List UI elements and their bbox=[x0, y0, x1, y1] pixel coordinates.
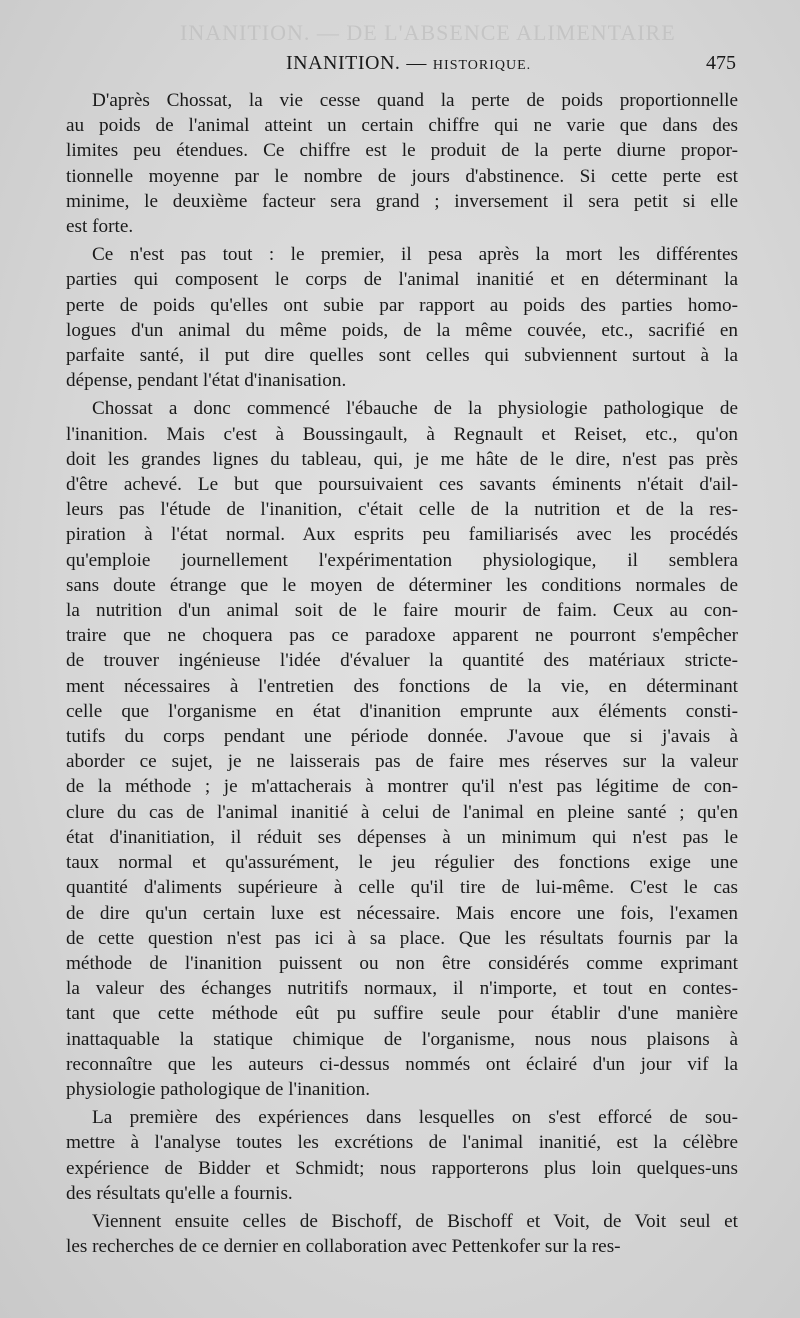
paragraph bbox=[66, 1105, 738, 1206]
text-line: Chossat a donc commencé l'ébauche de la physiologie pathologique de bbox=[92, 398, 738, 420]
text-line: des résultats qu'elle a fournis. bbox=[66, 1182, 293, 1204]
text-line: reconnaître que les auteurs ci-dessus nommés ont éclairé d'un jour vif la bbox=[66, 1053, 738, 1075]
text-line: tionnelle moyenne par le nombre de jours d'abstinence. Si cette perte est bbox=[66, 165, 738, 187]
text-line: est forte. bbox=[66, 216, 134, 238]
text-line: perte de poids qu'elles ont subie par rapport au poids des parties homo- bbox=[66, 294, 738, 316]
header-title: INANITION. bbox=[286, 52, 401, 74]
text-line: méthode de l'inanition puissent ou non être considérés comme exprimant bbox=[66, 952, 738, 974]
paragraph bbox=[66, 242, 738, 393]
text-line: de trouver ingénieuse l'idée d'évaluer la quantité des matériaux stricte- bbox=[66, 650, 738, 672]
text-line: doit les grandes lignes du tableau, qui, je me hâte de le dire, n'est pas près bbox=[66, 448, 738, 470]
text-line: de cette question n'est pas ici à sa place. Que les résultats fournis par la bbox=[66, 927, 738, 949]
text-line: parfaite santé, il put dire quelles sont celles qui subviennent surtout à la bbox=[66, 345, 738, 367]
body-text bbox=[66, 88, 738, 1262]
text-line: au poids de l'animal atteint un certain chiffre qui ne varie que dans des bbox=[66, 115, 738, 137]
text-line: l'inanition. Mais c'est à Boussingault, à Regnault et Reiset, etc., qu'on bbox=[66, 423, 738, 445]
paragraph bbox=[66, 88, 738, 239]
text-line: leurs pas l'étude de l'inanition, c'était celle de la nutrition et de la res- bbox=[66, 499, 738, 521]
text-line: D'après Chossat, la vie cesse quand la perte de poids proportionnelle bbox=[92, 90, 738, 111]
text-line: ment nécessaires à l'entretien des fonctions de la vie, en déterminant bbox=[66, 675, 738, 697]
text-line: taux normal et qu'assurément, le jeu régulier des fonctions exige une bbox=[66, 852, 738, 874]
text-line: mettre à l'analyse toutes les excrétions de l'animal inanitié, est la célèbre bbox=[66, 1132, 738, 1154]
text-line: celle que l'organisme en état d'inanition emprunte aux éléments consti- bbox=[66, 700, 738, 722]
text-line: dépense, pendant l'état d'inanisation. bbox=[66, 370, 347, 392]
text-line: aborder ce sujet, je ne laisserais pas de faire mes réserves sur la valeur bbox=[66, 751, 738, 773]
text-line: de dire qu'un certain luxe est nécessaire. Mais encore une fois, l'examen bbox=[66, 902, 738, 924]
text-line: piration à l'état normal. Aux esprits peu familiarisés avec les procédés bbox=[66, 524, 738, 546]
text-line: minime, le deuxième facteur sera grand ; inversement il sera petit si elle bbox=[66, 190, 738, 212]
running-title bbox=[286, 52, 531, 75]
text-line: clure du cas de l'animal inanitié à celui de l'animal en pleine santé ; qu'en bbox=[66, 801, 738, 823]
text-line: physiologie pathologique de l'inanition. bbox=[66, 1078, 371, 1100]
running-header bbox=[66, 52, 736, 82]
header-dash: — bbox=[406, 52, 427, 74]
text-line: limites peu étendues. Ce chiffre est le produit de la perte diurne propor- bbox=[66, 140, 738, 162]
text-line: qu'emploie journellement l'expérimentation physiologique, il semblera bbox=[66, 549, 738, 571]
text-line: Ce n'est pas tout : le premier, il pesa après la mort les différentes bbox=[92, 244, 738, 266]
text-line: logues d'un animal du même poids, de la même couvée, etc., sacrifié en bbox=[66, 319, 738, 341]
text-line: tutifs du corps pendant une période donnée. J'avoue que si j'avais à bbox=[66, 726, 738, 748]
text-line: quantité d'aliments supérieure à celle qu'il tire de lui-même. C'est le cas bbox=[66, 877, 738, 899]
text-line: tant que cette méthode eût pu suffire seule pour établir d'une manière bbox=[66, 1003, 738, 1025]
text-line: les recherches de ce dernier en collaboration avec Pettenkofer sur la res- bbox=[66, 1236, 621, 1258]
text-line: la valeur des échanges nutritifs normaux, il n'importe, et tout en contes- bbox=[66, 978, 738, 1000]
bleed-through-text: INANITION. — DE L'ABSENCE ALIMENTAIRE bbox=[180, 20, 676, 45]
text-line: expérience de Bidder et Schmidt; nous rapporterons plus loin quelques-uns bbox=[66, 1157, 738, 1179]
text-line: état d'inanitiation, il réduit ses dépenses à un minimum qui n'est pas le bbox=[66, 826, 738, 848]
paragraph bbox=[66, 396, 738, 1102]
text-line: parties qui composent le corps de l'animal inanitié et en déterminant la bbox=[66, 269, 738, 291]
paragraph bbox=[66, 1209, 738, 1259]
text-line: Viennent ensuite celles de Bischoff, de Bischoff et Voit, de Voit seul et bbox=[92, 1210, 738, 1232]
text-line: La première des expériences dans lesquelles on s'est efforcé de sou- bbox=[92, 1107, 738, 1129]
text-line: traire que ne choquera pas ce paradoxe apparent ne pourront s'empêcher bbox=[66, 625, 738, 647]
text-line: la nutrition d'un animal soit de le faire mourir de faim. Ceux au con- bbox=[66, 600, 738, 622]
text-line: de la méthode ; je m'attacherais à montrer qu'il n'est pas légitime de con- bbox=[66, 776, 738, 798]
text-line: d'être achevé. Le but que poursuivaient ces savants éminents n'était d'ail- bbox=[66, 474, 738, 496]
header-section: HISTORIQUE. bbox=[432, 58, 532, 73]
text-line: inattaquable la statique chimique de l'organisme, nous nous plaisons à bbox=[66, 1028, 738, 1050]
text-line: sans doute étrange que le moyen de déterminer les conditions normales de bbox=[66, 574, 738, 596]
page-number: 475 bbox=[706, 52, 736, 74]
